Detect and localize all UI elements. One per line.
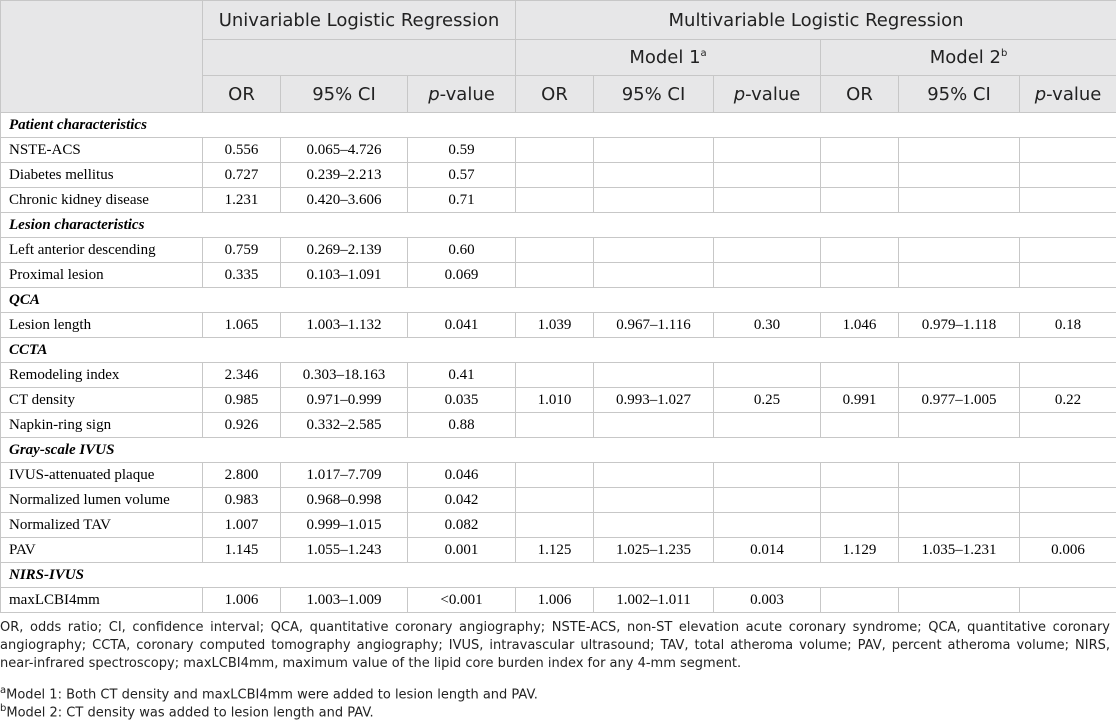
variable-label: Lesion length	[1, 313, 203, 338]
u-or-cell: 0.985	[203, 388, 281, 413]
m2-p-cell	[1020, 263, 1116, 288]
m2-p-cell	[1020, 363, 1116, 388]
m2-p-cell: 0.18	[1020, 313, 1116, 338]
m1-ci-cell	[594, 188, 714, 213]
section-row	[1, 288, 1116, 313]
table-row	[1, 488, 1116, 513]
m2-or-cell	[821, 238, 899, 263]
m2-or-cell	[821, 363, 899, 388]
m1-p-cell	[714, 188, 821, 213]
m2-ci-cell	[899, 163, 1020, 188]
m1-p-cell	[714, 263, 821, 288]
m1-or-cell: 1.010	[516, 388, 594, 413]
m2-or-cell: 1.129	[821, 538, 899, 563]
u-ci-cell: 0.420–3.606	[281, 188, 408, 213]
u-p-cell: 0.001	[408, 538, 516, 563]
m1-p-cell	[714, 238, 821, 263]
u-or-cell: 1.065	[203, 313, 281, 338]
u-ci-cell: 0.269–2.139	[281, 238, 408, 263]
table-row	[1, 313, 1116, 338]
m1-ci-cell: 1.025–1.235	[594, 538, 714, 563]
u-p-cell: 0.046	[408, 463, 516, 488]
m1-p-cell	[714, 138, 821, 163]
variable-label: Proximal lesion	[1, 263, 203, 288]
footnote-b: $^b$Model 2: CT density was added to lesion length and PAV.	[0, 700, 1110, 722]
u-p-cell: 0.71	[408, 188, 516, 213]
u-ci-cell: 1.017–7.709	[281, 463, 408, 488]
pvalue-header: p-value	[714, 76, 821, 113]
m1-ci-cell: 1.002–1.011	[594, 588, 714, 613]
variable-label: Normalized lumen volume	[1, 488, 203, 513]
table-row	[1, 238, 1116, 263]
u-or-cell: 0.556	[203, 138, 281, 163]
u-or-cell: 2.800	[203, 463, 281, 488]
u-ci-cell: 0.065–4.726	[281, 138, 408, 163]
m1-ci-cell	[594, 263, 714, 288]
table-row	[1, 363, 1116, 388]
u-ci-cell: 1.003–1.132	[281, 313, 408, 338]
u-or-cell: 0.983	[203, 488, 281, 513]
m2-or-cell	[821, 188, 899, 213]
m2-or-cell	[821, 413, 899, 438]
m1-or-cell	[516, 238, 594, 263]
m2-ci-cell	[899, 138, 1020, 163]
m2-or-cell	[821, 463, 899, 488]
m2-ci-cell	[899, 588, 1020, 613]
m1-or-cell	[516, 513, 594, 538]
table-row	[1, 163, 1116, 188]
u-or-cell: 0.335	[203, 263, 281, 288]
u-or-cell: 2.346	[203, 363, 281, 388]
section-title: Patient characteristics	[1, 113, 1116, 138]
ci-header: 95% CI	[594, 76, 714, 113]
m1-p-cell	[714, 513, 821, 538]
m1-ci-cell	[594, 413, 714, 438]
variable-label: Remodeling index	[1, 363, 203, 388]
pvalue-header: p-value	[408, 76, 516, 113]
m2-or-cell	[821, 488, 899, 513]
model1-header: Model 1$^a$	[516, 40, 821, 76]
or-header: OR	[821, 76, 899, 113]
model2-header: Model 2$^b$	[821, 40, 1116, 76]
m2-ci-cell: 0.979–1.118	[899, 313, 1020, 338]
abbreviation-footnote: OR, odds ratio; CI, confidence interval; QCA, quantitative coronary angiography; NSTE-ACS, non-ST elevation acute coronary syndrome; QCA, quantitative coronary angiography; CCTA, coronary computed tomography angiography; IVUS, intravascular ultrasound; TAV, total atheroma volume; PAV, percent atheroma volume; NIRS, near-infrared spectroscopy; maxLCBI4mm, maximum value of the lipid core burden index for any 4-mm segment.	[0, 619, 1110, 673]
m1-or-cell	[516, 463, 594, 488]
m2-ci-cell	[899, 363, 1020, 388]
variable-label: Chronic kidney disease	[1, 188, 203, 213]
m2-ci-cell: 0.977–1.005	[899, 388, 1020, 413]
section-title: Gray-scale IVUS	[1, 438, 1116, 463]
m2-p-cell	[1020, 513, 1116, 538]
variable-label: Diabetes mellitus	[1, 163, 203, 188]
m1-or-cell	[516, 138, 594, 163]
u-p-cell: 0.069	[408, 263, 516, 288]
footnote-a: $^a$Model 1: Both CT density and maxLCBI4mm were added to lesion length and PAV.	[0, 682, 1110, 704]
m1-or-cell	[516, 488, 594, 513]
m2-p-cell	[1020, 238, 1116, 263]
m2-ci-cell	[899, 263, 1020, 288]
u-or-cell: 1.145	[203, 538, 281, 563]
section-row	[1, 113, 1116, 138]
u-p-cell: <0.001	[408, 588, 516, 613]
univariable-header: Univariable Logistic Regression	[203, 1, 516, 40]
m2-p-cell	[1020, 163, 1116, 188]
m1-ci-cell	[594, 138, 714, 163]
m1-p-cell: 0.003	[714, 588, 821, 613]
m1-p-cell	[714, 463, 821, 488]
u-ci-cell: 0.103–1.091	[281, 263, 408, 288]
m1-p-cell: 0.30	[714, 313, 821, 338]
u-ci-cell: 0.332–2.585	[281, 413, 408, 438]
u-or-cell: 0.727	[203, 163, 281, 188]
m1-or-cell	[516, 363, 594, 388]
m1-p-cell	[714, 488, 821, 513]
m2-ci-cell	[899, 463, 1020, 488]
ci-header: 95% CI	[281, 76, 408, 113]
variable-label: NSTE-ACS	[1, 138, 203, 163]
m2-ci-cell	[899, 188, 1020, 213]
or-header: OR	[516, 76, 594, 113]
ci-header: 95% CI	[899, 76, 1020, 113]
u-or-cell: 1.006	[203, 588, 281, 613]
table-row	[1, 463, 1116, 488]
m2-ci-cell: 1.035–1.231	[899, 538, 1020, 563]
m2-or-cell	[821, 588, 899, 613]
u-ci-cell: 0.968–0.998	[281, 488, 408, 513]
u-ci-cell: 0.239–2.213	[281, 163, 408, 188]
table-row	[1, 413, 1116, 438]
m1-or-cell	[516, 263, 594, 288]
m1-ci-cell	[594, 513, 714, 538]
m2-ci-cell	[899, 238, 1020, 263]
m2-p-cell	[1020, 413, 1116, 438]
table-row	[1, 138, 1116, 163]
m1-p-cell: 0.25	[714, 388, 821, 413]
m2-or-cell: 0.991	[821, 388, 899, 413]
m2-p-cell	[1020, 488, 1116, 513]
u-p-cell: 0.082	[408, 513, 516, 538]
m1-p-cell	[714, 163, 821, 188]
u-ci-cell: 0.303–18.163	[281, 363, 408, 388]
section-row	[1, 338, 1116, 363]
m1-or-cell	[516, 413, 594, 438]
variable-label: Normalized TAV	[1, 513, 203, 538]
m1-ci-cell	[594, 163, 714, 188]
m2-or-cell	[821, 163, 899, 188]
u-or-cell: 1.231	[203, 188, 281, 213]
m2-ci-cell	[899, 488, 1020, 513]
m1-or-cell: 1.039	[516, 313, 594, 338]
u-or-cell: 1.007	[203, 513, 281, 538]
u-p-cell: 0.042	[408, 488, 516, 513]
u-ci-cell: 0.971–0.999	[281, 388, 408, 413]
u-p-cell: 0.88	[408, 413, 516, 438]
m2-p-cell	[1020, 463, 1116, 488]
m2-p-cell: 0.22	[1020, 388, 1116, 413]
table-body	[1, 113, 1116, 613]
u-p-cell: 0.41	[408, 363, 516, 388]
u-ci-cell: 1.003–1.009	[281, 588, 408, 613]
table-header	[1, 1, 1116, 113]
u-p-cell: 0.035	[408, 388, 516, 413]
variable-label: IVUS-attenuated plaque	[1, 463, 203, 488]
variable-label: Left anterior descending	[1, 238, 203, 263]
section-row	[1, 213, 1116, 238]
u-ci-cell: 1.055–1.243	[281, 538, 408, 563]
table-row	[1, 188, 1116, 213]
section-title: CCTA	[1, 338, 1116, 363]
m2-ci-cell	[899, 413, 1020, 438]
pvalue-header: p-value	[1020, 76, 1116, 113]
m1-ci-cell	[594, 363, 714, 388]
variable-label: PAV	[1, 538, 203, 563]
m2-or-cell	[821, 513, 899, 538]
section-title: QCA	[1, 288, 1116, 313]
u-or-cell: 0.759	[203, 238, 281, 263]
table-row	[1, 513, 1116, 538]
u-or-cell: 0.926	[203, 413, 281, 438]
corner-cell	[1, 1, 203, 113]
m1-ci-cell: 0.993–1.027	[594, 388, 714, 413]
m1-p-cell: 0.014	[714, 538, 821, 563]
m2-or-cell	[821, 263, 899, 288]
variable-label: CT density	[1, 388, 203, 413]
section-row	[1, 438, 1116, 463]
table-row	[1, 388, 1116, 413]
multivariable-header: Multivariable Logistic Regression	[516, 1, 1116, 40]
section-title: NIRS-IVUS	[1, 563, 1116, 588]
or-header: OR	[203, 76, 281, 113]
m2-p-cell	[1020, 138, 1116, 163]
u-p-cell: 0.57	[408, 163, 516, 188]
section-row	[1, 563, 1116, 588]
m1-or-cell	[516, 163, 594, 188]
m2-or-cell: 1.046	[821, 313, 899, 338]
m1-or-cell: 1.125	[516, 538, 594, 563]
m1-p-cell	[714, 363, 821, 388]
u-p-cell: 0.60	[408, 238, 516, 263]
table-row	[1, 538, 1116, 563]
section-title: Lesion characteristics	[1, 213, 1116, 238]
m1-or-cell: 1.006	[516, 588, 594, 613]
table-row	[1, 263, 1116, 288]
m2-or-cell	[821, 138, 899, 163]
m2-ci-cell	[899, 513, 1020, 538]
m1-or-cell	[516, 188, 594, 213]
variable-label: maxLCBI4mm	[1, 588, 203, 613]
table-row	[1, 588, 1116, 613]
u-p-cell: 0.041	[408, 313, 516, 338]
m1-ci-cell: 0.967–1.116	[594, 313, 714, 338]
u-ci-cell: 0.999–1.015	[281, 513, 408, 538]
m2-p-cell	[1020, 588, 1116, 613]
m2-p-cell: 0.006	[1020, 538, 1116, 563]
variable-label: Napkin-ring sign	[1, 413, 203, 438]
m1-p-cell	[714, 413, 821, 438]
u-p-cell: 0.59	[408, 138, 516, 163]
univariable-spacer	[203, 40, 516, 76]
m1-ci-cell	[594, 463, 714, 488]
m1-ci-cell	[594, 238, 714, 263]
m1-ci-cell	[594, 488, 714, 513]
m2-p-cell	[1020, 188, 1116, 213]
